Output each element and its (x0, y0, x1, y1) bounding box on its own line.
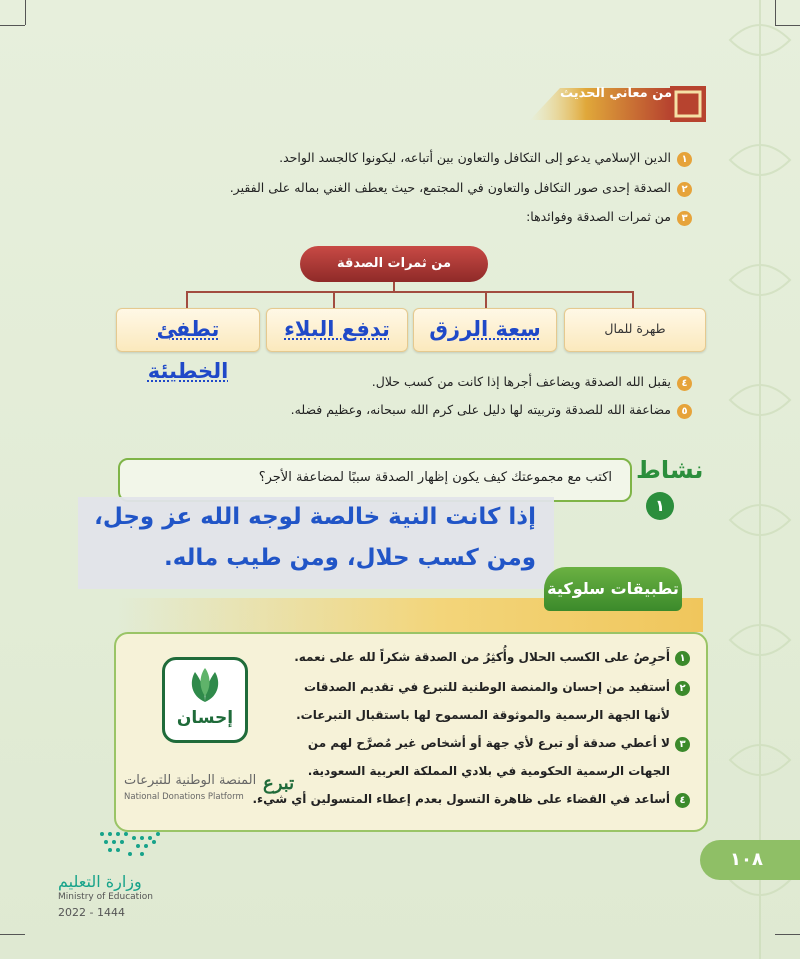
activity-number: ١ (646, 492, 674, 520)
page-number: ١٠٨ (730, 849, 763, 870)
item-text: أساعد في القضاء على ظاهرة التسول بعدم إعطاء المتسولين أي شيء. (252, 792, 670, 806)
connector-line (186, 291, 634, 293)
item-number: ٤ (675, 793, 690, 808)
fruit-box (266, 308, 408, 352)
item-text: الصدقة إحدى صور التكافل والتعاون في المجتمع، حيث يعطف الغني بماله على الفقير. (229, 180, 671, 195)
item-number: ١ (675, 651, 690, 666)
activity-question: اكتب مع مجموعتك كيف يكون إظهار الصدقة سببًا لمضاعفة الأجر؟ (258, 470, 612, 485)
item-text: من ثمرات الصدقة وفوائدها: (526, 209, 671, 224)
ministry-logo-icon (96, 828, 166, 862)
fruit-box (116, 308, 260, 383)
fruit-label-handwritten: تدفع البلاء (284, 317, 390, 341)
connector-line (333, 291, 335, 308)
tabarru-logo-text: تبرع (263, 773, 295, 794)
ehsan-logo (162, 657, 248, 743)
list-item (304, 680, 690, 696)
applications-title: تطبيقات سلوكية (544, 567, 682, 611)
item-text: الدين الإسلامي يدعو إلى التكافل والتعاون بين أتباعه، ليكونوا كالجسد الواحد. (279, 150, 671, 165)
item-text: أَحرِصُ على الكسب الحلال وأُكثِرُ من الصدقة شكراً لله على نعمه. (294, 650, 670, 664)
platform-name-en: National Donations Platform (124, 792, 244, 802)
crop-mark (25, 0, 26, 25)
connector-line (186, 291, 188, 308)
list-item (230, 180, 692, 197)
answer-line: إذا كانت النية خالصة لوجه الله عز وجل، (94, 504, 536, 530)
item-text: مضاعفة الله للصدقة وتربيته لها دليل على كرم الله سبحانه، وعظيم فضله. (290, 402, 671, 417)
platform-name-ar: المنصة الوطنية للتبرعات (124, 773, 257, 788)
crop-mark (0, 934, 25, 935)
item-number: ٣ (677, 211, 692, 226)
answer-line: ومن كسب حلال، ومن طيب ماله. (164, 545, 536, 571)
connector-line (632, 291, 634, 308)
list-item (308, 736, 690, 752)
item-number: ٤ (677, 376, 692, 391)
section-title: من معاني الحديث (560, 86, 672, 101)
ehsan-logo-text: إحسان (176, 708, 234, 728)
fruit-label: طهرة للمال (604, 321, 666, 336)
item-number: ٢ (675, 681, 690, 696)
activity-answer (78, 497, 554, 589)
edition-year: 2022 - 1444 (58, 906, 125, 919)
list-item (291, 402, 692, 419)
crop-mark (0, 25, 25, 26)
item-text: أستفيد من إحسان والمنصة الوطنية للتبرع في تقديم الصدقات (304, 680, 670, 694)
item-text: الجهات الرسمية الحكومية في بلادي المملكة العربية السعودية. (307, 764, 670, 778)
fruit-label-handwritten: تطفئ الخطيئة (147, 317, 229, 383)
ministry-name-en: Ministry of Education (58, 892, 153, 902)
activity-label: نشاط (636, 456, 704, 484)
list-item (279, 150, 692, 167)
list-item (296, 708, 670, 722)
item-text: لا أعطي صدقة أو تبرع لأي جهة أو أشخاص غير مُصرَّح لهم من (307, 736, 670, 750)
item-text: لأنها الجهة الرسمية والموثوقة المسموح لها باستقبال التبرعات. (296, 708, 670, 722)
fruit-label-handwritten: سعة الرزق (429, 317, 541, 341)
item-number: ٣ (675, 737, 690, 752)
list-item (252, 792, 690, 808)
item-number: ٥ (677, 404, 692, 419)
list-item (526, 209, 692, 226)
item-number: ٢ (677, 182, 692, 197)
leaf-icon (181, 666, 229, 706)
connector-line (485, 291, 487, 308)
fruit-box (564, 308, 706, 352)
fruits-title: من ثمرات الصدقة (300, 246, 488, 282)
list-item (372, 374, 692, 391)
item-number: ١ (677, 152, 692, 167)
list-item (308, 764, 670, 778)
item-text: يقبل الله الصدقة ويضاعف أجرها إذا كانت من كسب حلال. (371, 374, 671, 389)
list-item (294, 650, 690, 666)
fruit-box (413, 308, 557, 352)
ministry-name-ar: وزارة التعليم (58, 872, 142, 891)
